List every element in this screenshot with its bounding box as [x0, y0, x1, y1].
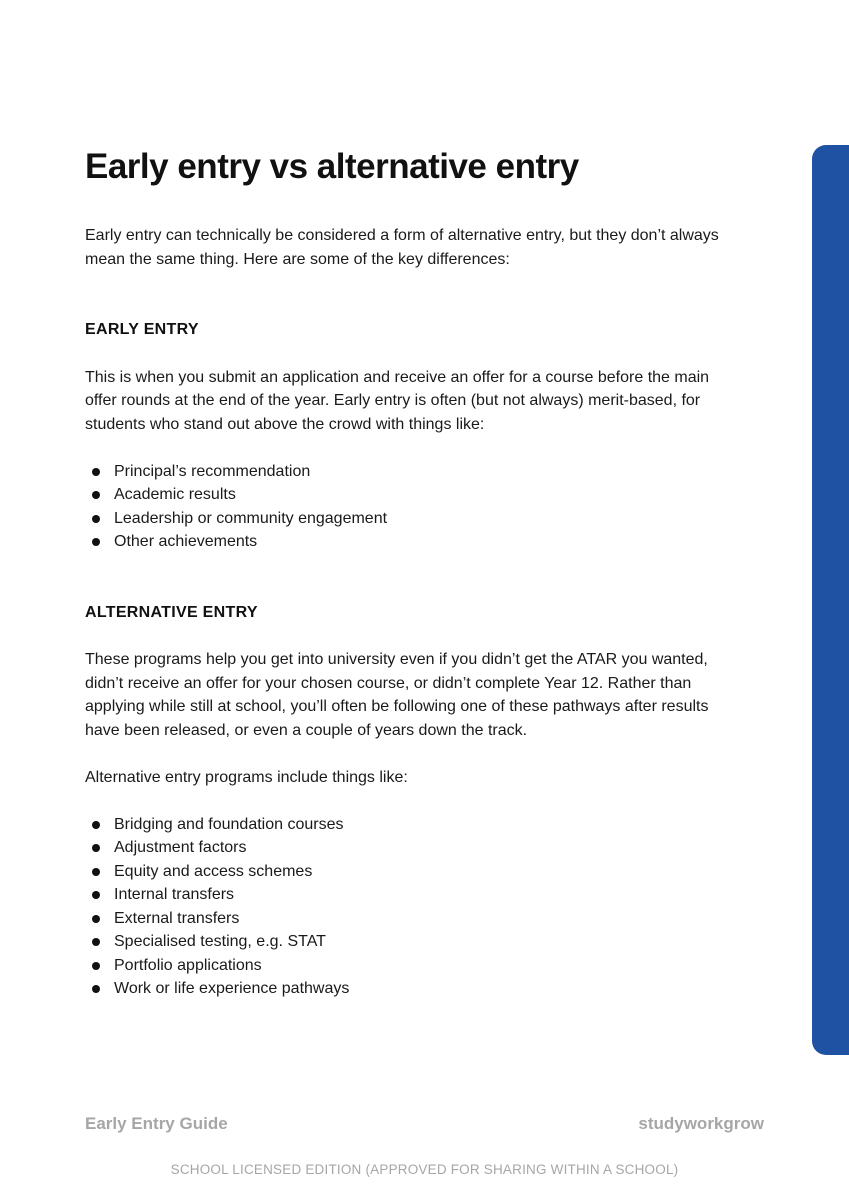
alternative-entry-paragraph: These programs help you get into university even if you didn’t get the ATAR you wanted, didn’t receive an offer for your chosen course, or didn’t complete Year 12. Rather than applying while still at school, you’ll often be following one of these pathways after results have been released, or even a couple of years down the track. [85, 651, 709, 739]
bullet-icon [92, 491, 100, 499]
bullet-icon [92, 538, 100, 546]
list-item: Equity and access schemes [85, 860, 725, 884]
list-item: Bridging and foundation courses [85, 813, 725, 837]
bullet-icon [92, 515, 100, 523]
bullet-icon [92, 821, 100, 829]
bullet-icon [92, 868, 100, 876]
footer-brand: studyworkgrow [638, 1114, 764, 1133]
alternative-entry-paragraph-2: Alternative entry programs include things like: [85, 768, 408, 786]
footer-guide-title: Early Entry Guide [85, 1114, 228, 1133]
license-notice: SCHOOL LICENSED EDITION (APPROVED FOR SHARING WITHIN A SCHOOL) [170, 1162, 679, 1177]
bullet-icon [92, 844, 100, 852]
side-accent-tab [812, 145, 849, 1055]
intro-paragraph: Early entry can technically be considered a form of alternative entry, but they don’t always mean the same thing. Here are some of the key differences: [85, 227, 719, 268]
list-item: Work or life experience pathways [85, 977, 725, 1001]
alternative-entry-list [85, 813, 725, 1001]
early-entry-paragraph: This is when you submit an application and receive an offer for a course before the main offer rounds at the end of the year. Early entry is often (but not always) merit-based, for students who stand out above the crowd with things like: [85, 368, 710, 433]
early-entry-list [85, 460, 725, 554]
alternative-entry-heading: ALTERNATIVE ENTRY [85, 603, 258, 621]
bullet-icon [92, 985, 100, 993]
list-item: Principal’s recommendation [85, 460, 725, 484]
list-item: Other achievements [85, 530, 725, 554]
list-item: Internal transfers [85, 883, 725, 907]
bullet-icon [92, 962, 100, 970]
list-item: External transfers [85, 907, 725, 931]
list-item: Portfolio applications [85, 954, 725, 978]
early-entry-heading: EARLY ENTRY [85, 321, 199, 338]
list-item: Academic results [85, 483, 725, 507]
list-item: Specialised testing, e.g. STAT [85, 930, 725, 954]
bullet-icon [92, 468, 100, 476]
list-item: Adjustment factors [85, 836, 725, 860]
bullet-icon [92, 938, 100, 946]
list-item: Leadership or community engagement [85, 507, 725, 531]
page-title: Early entry vs alternative entry [85, 147, 579, 186]
page-content [85, 145, 725, 1001]
bullet-icon [92, 891, 100, 899]
bullet-icon [92, 915, 100, 923]
